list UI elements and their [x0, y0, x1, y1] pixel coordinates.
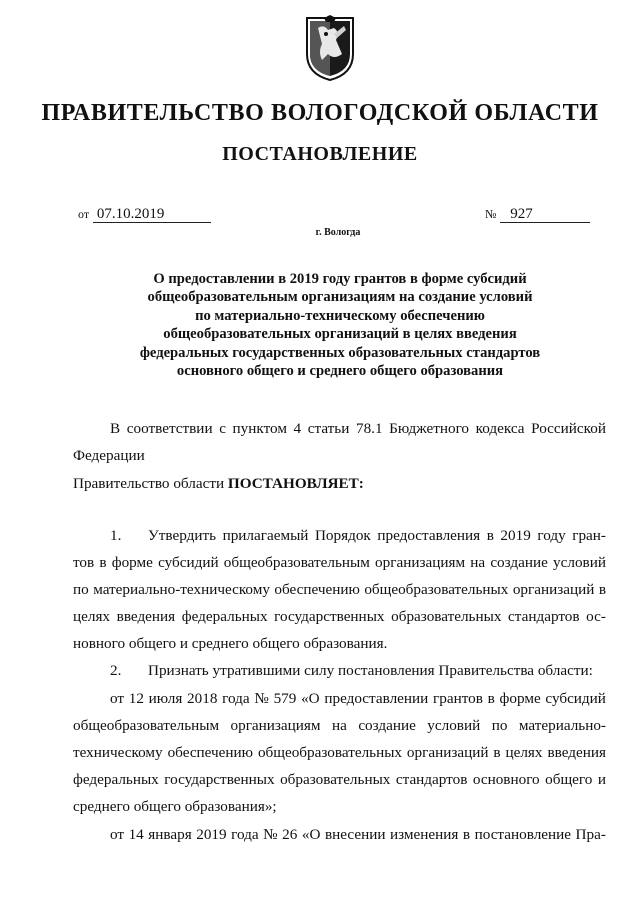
word: общеобразовательных — [257, 744, 402, 761]
government-title: ПРАВИТЕЛЬСТВО ВОЛОГОДСКОЙ ОБЛАСТИ — [41, 100, 599, 126]
word: 14 — [128, 826, 144, 843]
word: В — [110, 420, 121, 437]
word: внесении — [324, 826, 386, 843]
word: от — [110, 826, 125, 843]
heading-line: основного общего и среднего общего образования — [176, 363, 504, 380]
heading-line: О предоставлении в 2019 году грантов в форме субсидий — [153, 271, 527, 287]
word: обеспечению — [167, 744, 254, 761]
act1-line — [73, 771, 606, 789]
resolves-keyword: ПОСТАНОВЛЯЕТ: — [227, 475, 364, 492]
act1-line — [73, 744, 606, 762]
word: в — [99, 554, 107, 571]
word: 579 — [273, 690, 297, 707]
word: ос- — [586, 608, 606, 625]
word: «О — [301, 690, 320, 707]
word: организаций — [406, 744, 489, 761]
word: целях — [73, 608, 111, 625]
word: пунктом — [232, 420, 287, 437]
word: техническому — [73, 744, 163, 761]
word: Порядок — [314, 527, 371, 544]
word: в — [598, 581, 606, 598]
number-prefix: № — [485, 207, 497, 221]
word: предоставлении — [324, 690, 429, 707]
item1-line — [73, 554, 606, 572]
item1-line — [73, 581, 606, 599]
document-heading — [100, 270, 580, 380]
word: форме — [499, 690, 541, 707]
word: по — [73, 581, 89, 598]
word: года — [222, 690, 250, 707]
word: создание — [358, 717, 416, 734]
date-value: 07.10.2019 — [93, 206, 211, 223]
act1-line — [110, 690, 606, 708]
heading-line: общеобразовательных организаций в целях введения — [163, 326, 517, 343]
word: введения — [116, 608, 176, 625]
word: Российской — [531, 420, 606, 437]
word: с — [219, 420, 226, 437]
word: федеральных — [73, 771, 159, 788]
word: субсидий — [545, 690, 606, 707]
word: федеральных — [181, 608, 268, 625]
act1-line — [73, 717, 606, 735]
word: государственных — [274, 608, 385, 625]
word: № — [254, 690, 269, 707]
word: обеспечению — [274, 581, 360, 598]
word: предоставления — [377, 527, 481, 544]
word: кодекса — [475, 420, 525, 437]
word: организациям — [230, 717, 321, 734]
word: государственных — [164, 771, 275, 788]
resolves-text: Правительство области — [73, 475, 228, 492]
word: июля — [148, 690, 183, 707]
heading-line: по материально-техническому обеспечению — [195, 307, 485, 324]
word: введения — [547, 744, 606, 761]
word: образовательных — [391, 608, 502, 625]
word: грантов — [433, 690, 483, 707]
word: 78.1 — [355, 420, 383, 437]
word: 2019 — [196, 826, 227, 843]
word: стандартов — [508, 608, 580, 625]
word: материально-техническому — [93, 581, 270, 598]
word: соответствии — [126, 420, 213, 437]
word: «О — [301, 826, 321, 843]
word: в — [487, 690, 495, 707]
date-prefix: от — [78, 207, 90, 221]
word: организаций — [512, 581, 595, 598]
item1-line — [73, 608, 606, 626]
heading-line: федеральных государственных образовательных стандартов — [139, 344, 541, 361]
resolves-line — [73, 475, 364, 493]
word: создание — [490, 554, 548, 571]
word: основного — [472, 771, 540, 788]
word: года — [231, 826, 259, 843]
word: на — [470, 554, 486, 571]
word: января — [148, 826, 192, 843]
word: условий — [427, 717, 481, 734]
word: образовательных — [280, 771, 391, 788]
document-type: ПОСТАНОВЛЕНИЕ — [222, 143, 418, 165]
word: 2018 — [187, 690, 218, 707]
word: 26 — [282, 826, 298, 843]
word: тов — [73, 554, 95, 571]
word: Пра- — [575, 826, 606, 843]
word: Утвердить — [148, 527, 217, 544]
word: материально- — [518, 717, 606, 734]
word: 2019 — [500, 527, 531, 544]
word: в — [462, 826, 471, 843]
word: изменения — [389, 826, 459, 843]
word: гран- — [572, 527, 606, 544]
word: общеобразовательных — [364, 581, 509, 598]
word: Бюджетного — [389, 420, 470, 437]
word: в — [493, 744, 501, 761]
word: и — [597, 771, 606, 788]
word: стандартов — [395, 771, 468, 788]
item2-text: Признать утратившими силу постановления Правительства области: — [148, 662, 593, 679]
date-field — [78, 206, 211, 223]
word: общеобразовательным — [73, 717, 220, 734]
item2-number: 2. — [110, 662, 122, 679]
number-value: 927 — [500, 206, 590, 223]
word: прилагаемый — [222, 527, 309, 544]
preamble-line: Федерации — [73, 447, 145, 464]
coat-of-arms-emblem — [304, 14, 356, 82]
number-field — [485, 206, 590, 223]
word: статьи — [307, 420, 350, 437]
word: общеобразовательным — [223, 554, 370, 571]
word: общего — [545, 771, 593, 788]
word: 12 — [128, 690, 144, 707]
word: по — [491, 717, 508, 734]
item1-number: 1. — [110, 527, 122, 544]
word: № — [263, 826, 278, 843]
item1-line: новного общего и среднего общего образования. — [73, 635, 388, 652]
word: целях — [505, 744, 543, 761]
city-label: г. Вологда — [315, 227, 361, 238]
preamble-line — [110, 420, 606, 438]
word: условий — [553, 554, 606, 571]
item1-line — [148, 527, 606, 545]
act1-line: среднего общего образования»; — [73, 798, 277, 815]
word: году — [537, 527, 566, 544]
word: в — [486, 527, 494, 544]
word: субсидий — [158, 554, 219, 571]
word: 4 — [293, 420, 302, 437]
word: форме — [111, 554, 153, 571]
word: постановление — [474, 826, 572, 843]
word: организациям — [375, 554, 466, 571]
word: от — [110, 690, 125, 707]
heading-line: общеобразовательным организациям на создание условий — [147, 289, 533, 306]
act2-line — [110, 826, 606, 844]
word: на — [331, 717, 347, 734]
